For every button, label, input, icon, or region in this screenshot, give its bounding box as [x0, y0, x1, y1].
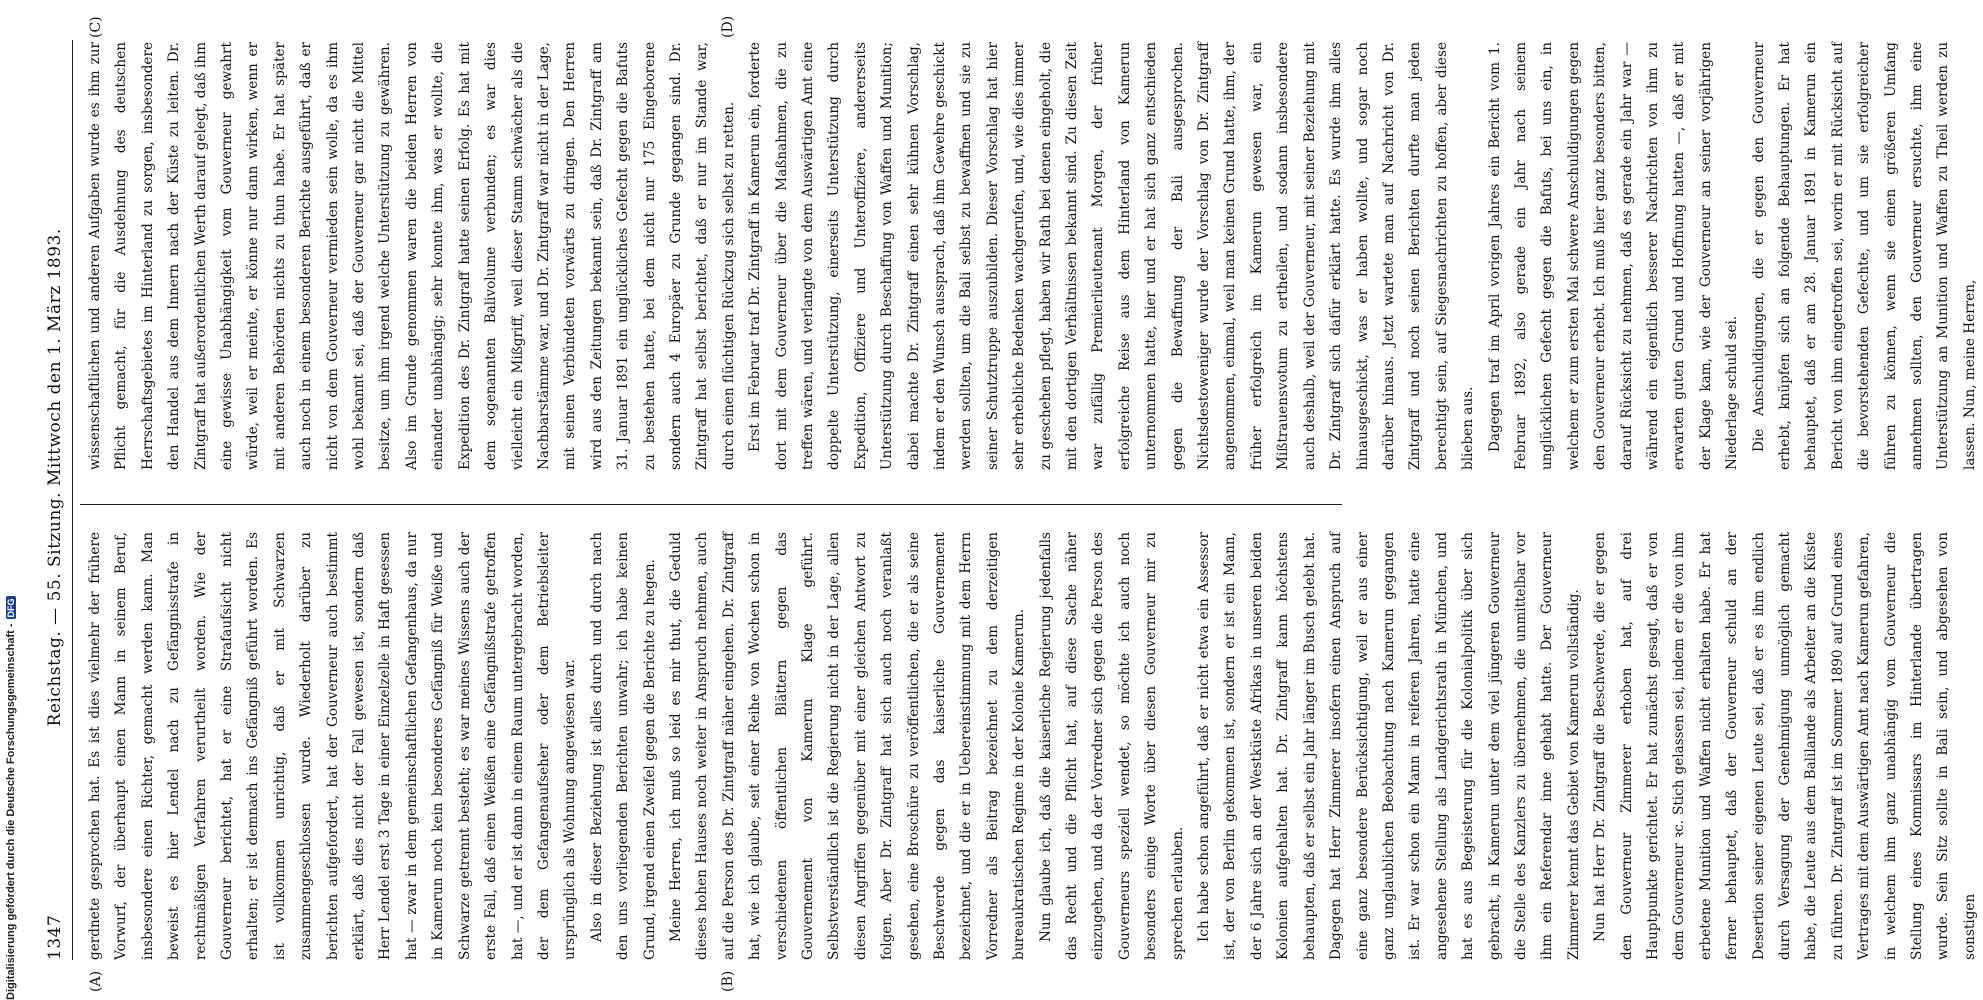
paragraph: wissenschaftlichen und anderen Aufgaben wurde es ihm zur Pflicht gemacht, für die Ausdehnung des deutschen Herrschaftsgebietes im Hinterland zu sorgen, insbesondere den Handel aus dem Innern nach der Küste zu leiten. Dr. Zintgraff hat außerordentlichen Werth darauf gelegt, daß ihm eine gewisse Unabhängigkeit vom Gouverneur gewahrt würde, weil er meinte, er könne nur dann wirken, wenn er mit anderen Behörden nichts zu thun habe. Er hat später auch noch in einem besonderen Berichte ausgeführt, daß er nicht von dem Gouverneur vermieden sein wolle, da es ihm wohl bekannt sei, daß der Gouverneur gar nicht die Mittel besitze, um ihm irgend welche Unterstützung zu gewähren. Also im Grunde genommen waren die beiden Herren von einander unabhängig; sehr konnte ihm, was er wollte, die Expedition des Dr. Zintgraff hatte seinen Erfolg. Es hat mit dem sogenannten Balivolume verbunden; es war dies vielleicht ein Mißgriff, weil dieser Stamm schwächer als die Nachbarstämme war, und Dr. Zintgraff war nicht in der Lage, mit seinen Verbündeten vorwärts zu dringen. Den Herren wird aus den Zeitungen bekannt sein, daß Dr. Zintgraff am 31. Januar 1891 ein unglückliches Gefecht gegen die Bafuts zu bestehen hatte, bei dem nicht nur 175 Eingeborene sondern auch 4 Europäer zu Grunde gegangen sind. Dr. Zintgraff hat selbst berichtet, daß er nur im Stande war, durch einen flüchtigen Rückzug sich selbst zu retten. — [87, 42, 737, 470]
right-text-column — [82, 42, 1978, 470]
margin-marker-b: (B) — [720, 970, 736, 992]
paragraph: Die Anschuldigungen, die er gegen den Gouverneur erhebt, knüpfen sich an folgende Behauptungen. Er hat behauptet, daß er am 28. Januar 1891 in Kamerun ein Bericht von ihm eingetroffen sei, worin er mit Rücksicht auf die bevorstehenden Gefechte, und um sie erfolgreicher führen zu können, wenn sie einen größeren Umfang annehmen sollten, den Gouverneur ersuchte, ihm eine Unterstützung an Munition und Waffen zu Theil werden zu lassen. Nun, meine Herren, — [1750, 42, 1978, 470]
running-header — [42, 40, 73, 960]
paragraph: Also in dieser Beziehung ist alles durch und durch nach den uns vorliegenden Berichten unwahr; ich habe keinen Grund, irgend einen Zweifel gegen die Berichte zu hegen. — [588, 532, 658, 960]
paragraph: Nun hat Herr Dr. Zintgraff die Beschwerde, die er gegen den Gouverneur Zimmerer erhoben hat, auf drei Hauptpunkte gerichtet. Er hat zunächst gesagt, daß er von dem Gouverneur ꝛc. Stich gelassen sei, indem er die von ihm erbetene Munition und Waffen nicht erhalten habe. Er hat ferner behauptet, daß der Gouverneur schuld an der Desertion seiner eigenen Leute sei, daß er es ihm endlich durch Versagung der Genehmigung unmöglich gemacht habe, die Leute aus dem Balilande als Arbeiter an die Küste zu führen. Dr. Zintgraff ist im Sommer 1890 auf Grund eines Vertrages mit dem Auswärtigen Amt nach Kamerun gefahren, in welchem ihm ganz unabhängig vom Gouverneur die Stellung eines Kommissars im Hinterlande übertragen wurde. Sein Sitz sollte in Bali sein, und abgesehen von sonstigen — [1592, 532, 1978, 960]
dfg-logo: DFG — [6, 598, 16, 618]
paragraph: Nun glaube ich, daß die kaiserliche Regierung jedenfalls das Recht und die Pflicht hat, auf diese Sache näher einzugehen, und da der Vorredner sich gegen die Person des Gouverneurs speziell wendet, so möchte ich auch noch besonders einige Worte über diesen Gouverneur mir zu sprechen erlauben. — [1037, 532, 1186, 960]
credit-text: Digitalisierung gefördert durch die Deutsche Forschungsgemeinschaft - — [5, 623, 17, 1000]
paragraph: gerdnete gesprochen hat. Es ist dies vielmehr der frühere Vorwurf, der überhaupt einen Mann in seinem Beruf, insbesondere einen Richter, gemacht werden kann. Man beweist es hier Lendel nach zu Gefängnisstrafe in rechtmäßigen Verfahren verurtheilt worden. Wie der Gouverneur berichtet, hat er eine Strafaufsicht nicht erhalten; er ist demnach ins Gefängniß geführt worden. Es ist vollkommen unrichtig, daß er mit Schwarzen zusammengeschlossen wurde. Wiederholt darüber zu berichten aufgefordert, hat der Gouverneur auch bestimmt erklärt, daß dies nicht der Fall gewesen ist, sondern daß Herr Lendel erst 3 Tage in einer Einzelzelle in Haft gesessen hat — zwar in dem gemeinschaftlichen Gefangenhaus, da nur in Kamerun noch kein besonderes Gefängniß für Weiße und Schwarze getrennt besteht; es war meines Wissens auch der erste Fall, daß einen Weißen eine Gefängnißstrafe getroffen hat —, und er ist dann in einem Raum untergebracht worden, der dem Gefangenaufseher oder dem Betriebsleiter ursprünglich als Wohnung angewiesen war. — [87, 532, 579, 960]
digitization-credit — [2, 0, 20, 1000]
margin-marker-c: (C) — [88, 16, 104, 38]
page-number: 1347 — [45, 914, 65, 960]
margin-marker-d: (D) — [720, 15, 736, 38]
left-text-column — [82, 532, 1978, 960]
column-divider — [80, 504, 1342, 505]
paragraph: Dagegen traf im April vorigen Jahres ein Bericht vom 1. Februar 1892, also gerade ein Jahr nach seinem unglücklichen Gefecht gegen die Bafuts, bei uns ein, in welchem er zum ersten Mal schwere Anschuldigungen gegen den Gouverneur erhebt. Ich muß hier ganz besonders bitten, darauf Rücksicht zu nehmen, daß es gerade ein Jahr war — während ein eigentlich besserer Nachrichten von ihm zu erwarten guten Grund und Hoffnung hatten —, daß er mit der Klage kam, wie der Gouverneur an seiner vorjährigen Niederlage schuld sei. — [1486, 42, 1741, 470]
paragraph: Ich habe schon angeführt, daß er nicht etwa ein Assessor ist, der von Berlin gekommen ist, sondern er ist ein Mann, der 6 Jahre sich an der Westküste Afrikas in unseren beiden Kolonien aufgehalten hat. Dr. Zintgraff kann höchstens behaupten, daß er selbst ein Jahr länger im Busch gelebt hat. Dagegen hat Herr Zimmerer insofern einen Anspruch auf eine ganz besondere Berücksichtigung, weil er aus einer ganz unglaublichen Beobachtung nach Kamerun gegangen ist. Er war schon ein Mann in reiferen Jahren, hatte eine angesehene Stellung als Landgerichtsrath in München, und hat es aus Begeisterung für die Kolonialpolitik über sich gebracht, in Kamerun unter dem viel jüngeren Gouverneur die Stelle des Kanzlers zu übernehmen, die unmittelbar vor ihm ein Referendar inne gehabt hatte. Der Gouverneur Zimmerer kennt das Gebiet von Kamerun vollständig. — [1196, 532, 1582, 960]
margin-marker-a: (A) — [88, 970, 104, 992]
paragraph: Meine Herren, ich muß so leid es mir thut, die Geduld dieses hohen Hauses noch weiter in Anspruch nehmen, auch auf die Person des Dr. Zintgraff näher eingehen. Dr. Zintgraff hat, wie ich glaube, seit einer Reihe von Wochen schon in verschiedenen öffentlichen Blättern gegen das Gouvernement von Kamerun Klage geführt. Selbstverständlich ist die Regierung nicht in der Lage, allen diesen Angriffen gegenüber mit einer gleichen Antwort zu folgen. Aber Dr. Zintgraff hat sich auch noch veranlaßt gesehen, eine Broschüre zu veröffentlichen, die er als seine Beschwerde gegen das kaiserliche Gouvernement bezeichnet, und die er in Uebereinstimmung mit dem Herrn Vorredner als Beitrag bezeichnet zu dem derzeitigen bureaukratischen Regime in der Kolonie Kamerun. — [667, 532, 1028, 960]
paragraph: Erst im Februar traf Dr. Zintgraff in Kamerun ein, forderte dort mit dem Gouverneur über die Maßnahmen, die zu treffen wären, und verlangte von dem Auswärtigen Amt eine doppelte Unterstützung, einerseits Unterstützung durch Expedition, Offiziere und Unteroffiziere, andererseits Unterstützung durch Beschaffung von Waffen und Munition; dabei machte Dr. Zintgraff einen sehr kühnen Vorschlag, indem er den Wunsch aussprach, daß ihm Gewehre geschickt werden sollten, um die Bali selbst zu bewaffnen und sie zu seiner Schutztruppe auszubilden. Dieser Vorschlag hat hier sehr erhebliche Bedenken wachgerufen, und, wie dies immer zu geschehen pflegt, haben wir Rath bei denen eingeholt, die mit den dortigen Verhältnissen bekannt sind. Zu diesen Zeit war zufällig Premierlieutenant Morgen, der früher erfolgreiche Reise aus dem Hinterland von Kamerun unternommen hatte, hier und er hat sich ganz entschieden gegen die Bewaffnung der Bali ausgesprochen. Nichtsdestoweniger wurde der Vorschlag von Dr. Zintgraff angenommen, einmal, weil man keinen Grund hatte, ihm, der früher erfolgreich im Kamerun gewesen war, ein Mißtrauensvotum zu ertheilen, und sodann insbesondere auch deshalb, weil der Gouverneur, mit seiner Beziehung mit Dr. Zintgraff sich dafür erklärt hatte. Es wurde ihm alles hinausgeschickt, was er haben wollte, und sogar noch darüber hinaus. Jetzt wartete man auf Nachricht von Dr. Zintgraff und noch seinen Berichten durfte man jeden berechtigt sein, auf Siegesnachrichten zu hoffen, aber diese blieben aus. — [747, 42, 1477, 470]
header-title: Reichstag. — 55. Sitzung. Mittwoch den 1. März 1893. — [45, 228, 65, 727]
